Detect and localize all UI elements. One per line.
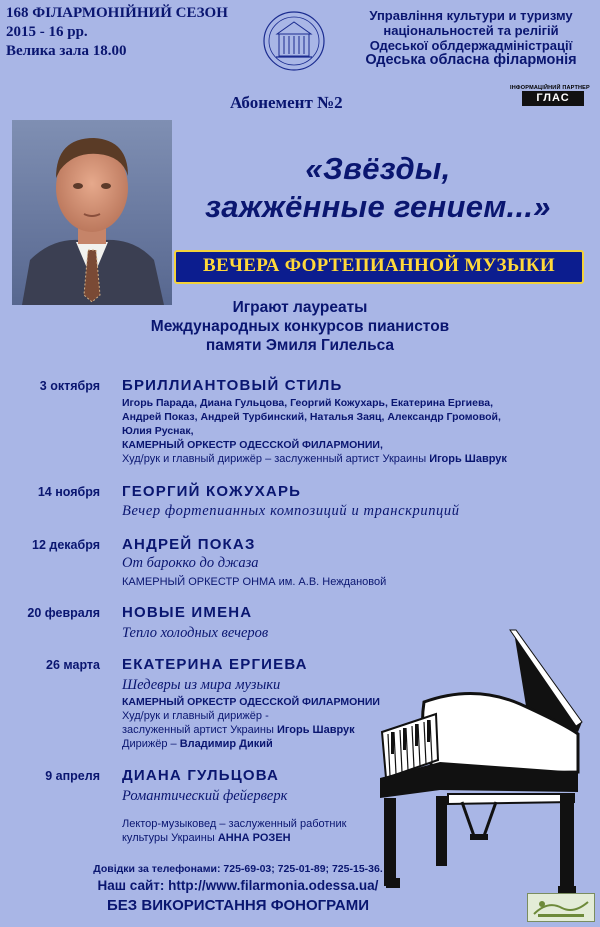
hall-time: Велика зала 18.00 [6, 43, 127, 59]
event-orchestra: КАМЕРНЫЙ ОРКЕСТР ОДЕССКОЙ ФИЛАРМОНИИ, [122, 439, 383, 451]
event-orchestra: КАМЕРНЫЙ ОРКЕСТР ОНМА им. А.В. Неждановой [122, 576, 387, 588]
event-title: БРИЛЛИАНТОВЫЙ СТИЛЬ [122, 377, 343, 394]
season-title: 168 ФІЛАРМОНІЙНИЙ СЕЗОН [6, 5, 228, 21]
title-line-1: «Звёзды, [305, 151, 451, 186]
crest-icon [262, 10, 326, 72]
no-phonogram-note: БЕЗ ВИКОРИСТАННЯ ФОНОГРАМИ [107, 897, 369, 914]
event-subtitle: Тепло холодных вечеров [122, 625, 269, 641]
partner-corner-logo-icon [527, 893, 595, 922]
event-orchestra: КАМЕРНЫЙ ОРКЕСТР ОДЕССКОЙ ФИЛАРМОНИИ [122, 696, 380, 708]
event-date: 12 декабря [32, 538, 100, 552]
laureates-line-1: Играют лауреаты [232, 299, 368, 316]
event-subtitle: От барокко до джаза [122, 555, 259, 571]
conductor-name: Владимир Дикий [179, 738, 273, 750]
event-title: ГЕОРГИЙ КОЖУХАРЬ [122, 483, 302, 500]
event-date: 26 марта [46, 658, 100, 672]
event-conductor-line: Худ/рук и главный дирижёр - [122, 710, 269, 722]
series-subtitle: ВЕЧЕРА ФОРТЕПИАННОЙ МУЗЫКИ [203, 255, 555, 276]
conductor-name: Игорь Шаврук [429, 453, 507, 465]
conductor-prefix: заслуженный артист Украины [122, 724, 274, 736]
phones-line: Довідки за телефонами: 725-69-03; 725-01-89; 725-15-36. [93, 863, 383, 875]
lecturer-line [122, 832, 291, 846]
event-title: АНДРЕЙ ПОКАЗ [122, 536, 256, 553]
event-performers-line: Юлия Руснак, [122, 425, 194, 437]
lecturer-name: АННА РОЗЕН [217, 832, 291, 844]
event-title: ДИАНА ГУЛЬЦОВА [122, 767, 280, 784]
org-line-1: Управління культури и туризму [369, 8, 573, 23]
lecturer-prefix: культуры Украины [122, 832, 215, 844]
event-date: 14 ноября [37, 485, 100, 499]
laureates-line-3: памяти Эмиля Гилельса [205, 337, 395, 354]
organization-header [348, 8, 594, 68]
event-conductor-line [122, 724, 355, 738]
event-performers-line: Андрей Показ, Андрей Турбинский, Наталья Заяц, Александр Громовой, [122, 411, 501, 423]
event-title: НОВЫЕ ИМЕНА [122, 604, 253, 621]
org-line-2: національностей та релігій [383, 23, 559, 38]
event-date: 9 апреля [45, 769, 100, 783]
website-link[interactable]: Наш сайт: http://www.filarmonia.odessa.ua/ [97, 878, 379, 893]
event-date: 20 февраля [27, 606, 100, 620]
title-line-2: зажжённые гением...» [205, 189, 551, 224]
conductor-prefix: Худ/рук и главный дирижёр – заслуженный артист Украины [122, 453, 427, 465]
concert-series-title [168, 150, 588, 226]
event-conductor [122, 453, 507, 467]
partner-logo-icon: ГЛАС [522, 91, 584, 106]
conductor-name: Игорь Шаврук [276, 724, 355, 736]
season-header [6, 4, 228, 61]
event-date: 3 октября [39, 379, 100, 393]
laureates-block [60, 298, 540, 355]
event-subtitle: Вечер фортепианных композиций и транскрипций [122, 503, 460, 519]
event-conductor-line [122, 738, 273, 752]
season-years: 2015 - 16 рр. [6, 24, 88, 40]
org-line-4: Одеська обласна філармонія [365, 52, 577, 68]
partner-label: ІНФОРМАЦІЙНИЙ ПАРТНЕР [510, 85, 590, 91]
grand-piano-icon [364, 622, 596, 904]
conductor-prefix: Дирижёр – [122, 738, 177, 750]
portrait-photo [12, 120, 172, 305]
org-line-3: Одеської облдержадміністрації [369, 38, 573, 53]
event-performers-line: Игорь Парада, Диана Гульцова, Георгий Кожухарь, Екатерина Ергиева, [122, 397, 494, 409]
laureates-line-2: Международных конкурсов пианистов [150, 318, 450, 335]
event-title: ЕКАТЕРИНА ЕРГИЕВА [122, 656, 308, 673]
event-subtitle: Романтический фейерверк [122, 788, 288, 804]
event-subtitle: Шедевры из мира музыки [122, 677, 281, 693]
abonement-title: Абонемент №2 [230, 93, 343, 112]
lecturer-line: Лектор-музыковед – заслуженный работник [122, 818, 347, 830]
